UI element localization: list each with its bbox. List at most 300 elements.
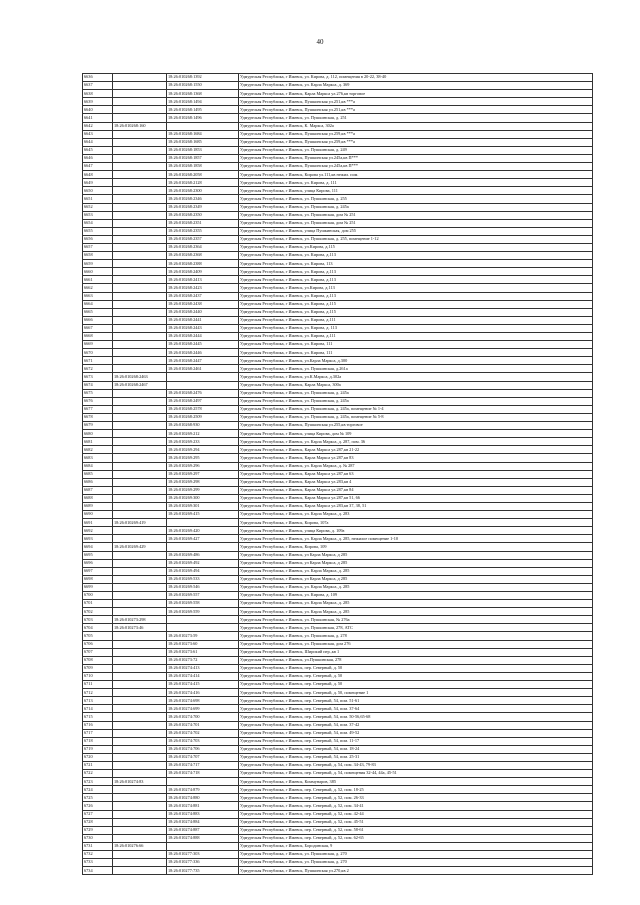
table-row	[83, 438, 593, 446]
table-row	[83, 478, 593, 486]
building-number-cell: 18:26:010274:707	[167, 753, 239, 761]
table-row	[83, 195, 593, 203]
building-number-cell	[167, 842, 239, 850]
building-number-cell: 18:26:010268:2128	[167, 179, 239, 187]
land-plot-number-cell	[113, 664, 167, 672]
address-cell: Удмуртская Республика, г Ижевск, ул. Пушкинская, д. 278	[239, 632, 593, 640]
address-cell: Удмуртская Республика, г Ижевск, Пушкинская ул.259,кв ***а	[239, 138, 593, 146]
building-number-cell: 18:26:010274:701	[167, 721, 239, 729]
table-row	[83, 697, 593, 705]
address-cell: Удмуртская Республика, г Ижевск, пер. Северный, д. 52, пом. 18-25	[239, 786, 593, 794]
table-row	[83, 867, 593, 875]
row-number-cell: 6691	[83, 519, 113, 527]
land-plot-number-cell	[113, 511, 167, 519]
address-cell: Удмуртская Республика, г Ижевск, пер. Северный, д. 50	[239, 664, 593, 672]
address-cell: Удмуртская Республика, г Ижевск, пер. Северный, 54, пом. 18-24	[239, 745, 593, 753]
row-number-cell: 6730	[83, 834, 113, 842]
land-plot-number-cell	[113, 357, 167, 365]
row-number-cell: 6675	[83, 389, 113, 397]
address-cell: Удмуртская Республика, г Ижевск, ул. Кирова, 113	[239, 260, 593, 268]
building-number-cell: 18:26:010269:557	[167, 592, 239, 600]
building-number-cell: 18:26:010274:888	[167, 834, 239, 842]
land-plot-number-cell	[113, 478, 167, 486]
row-number-cell: 6650	[83, 187, 113, 195]
address-cell: Удмуртская Республика, г Ижевск, Коммунаров, 385	[239, 778, 593, 786]
row-number-cell: 6659	[83, 260, 113, 268]
address-cell: Удмуртская Республика, г Ижевск, Карла Маркса ул.283,кв 37, 38, 51	[239, 502, 593, 510]
land-plot-number-cell	[113, 697, 167, 705]
address-cell: Удмуртская Республика, г Ижевск, Кирова, 109	[239, 543, 593, 551]
land-plot-number-cell	[113, 592, 167, 600]
table-row	[83, 373, 593, 381]
address-cell: Удмуртская Республика, г Ижевск, Пушкинская ул.245а,кв П***	[239, 154, 593, 162]
page-number: 40	[316, 38, 324, 46]
row-number-cell: 6682	[83, 446, 113, 454]
row-number-cell: 6702	[83, 608, 113, 616]
address-cell: Удмуртская Республика, г Ижевск, ул.Кирова, д.115	[239, 243, 593, 251]
land-plot-number-cell	[113, 211, 167, 219]
land-plot-number-cell	[113, 397, 167, 405]
table-row	[83, 462, 593, 470]
building-number-cell: 18:26:010268:930	[167, 422, 239, 430]
land-plot-number-cell	[113, 179, 167, 187]
land-plot-number-cell	[113, 187, 167, 195]
address-cell: Удмуртская Республика, г Ижевск, ул. Пушкинская, д. 245а, помещение № 5-8	[239, 413, 593, 421]
land-plot-number-cell	[113, 761, 167, 769]
row-number-cell: 6731	[83, 842, 113, 850]
row-number-cell: 6724	[83, 786, 113, 794]
building-number-cell	[167, 381, 239, 389]
building-number-cell: 18:26:010269:294	[167, 446, 239, 454]
land-plot-number-cell	[113, 292, 167, 300]
address-cell: Удмуртская Республика, г Ижевск, ул.К.Маркса, д.302а	[239, 373, 593, 381]
building-number-cell: 18:26:010273:60	[167, 640, 239, 648]
row-number-cell: 6729	[83, 826, 113, 834]
building-number-cell: 18:26:010268:2351	[167, 219, 239, 227]
building-number-cell: 18:26:010269:296	[167, 462, 239, 470]
address-cell: Удмуртская Республика, г Ижевск, ул. Пушкинская, д. 270	[239, 859, 593, 867]
row-number-cell: 6646	[83, 154, 113, 162]
land-plot-number-cell	[113, 527, 167, 535]
building-number-cell: 18:26:010269:486	[167, 551, 239, 559]
row-number-cell: 6687	[83, 486, 113, 494]
building-number-cell: 18:26:010268:1685	[167, 138, 239, 146]
building-number-cell: 18:26:010268:2413	[167, 276, 239, 284]
address-cell: Удмуртская Республика, г Ижевск, ул. Кирова, д.113	[239, 292, 593, 300]
row-number-cell: 6637	[83, 82, 113, 90]
table-row	[83, 292, 593, 300]
address-cell: Удмуртская Республика, г Ижевск, ул Карла Маркса, д 285	[239, 551, 593, 559]
address-cell: Удмуртская Республика, г Ижевск, ул Карла Маркса, д 285	[239, 559, 593, 567]
table-row	[83, 494, 593, 502]
row-number-cell: 6648	[83, 171, 113, 179]
building-number-cell: 18:26:010269:297	[167, 470, 239, 478]
address-cell: Удмуртская Республика, г Ижевск, ул. Пушкинская, дом 276	[239, 640, 593, 648]
building-number-cell: 18:26:010274:416	[167, 689, 239, 697]
land-plot-number-cell	[113, 672, 167, 680]
table-row	[83, 454, 593, 462]
table-row	[83, 519, 593, 527]
building-number-cell: 18:26:010274:884	[167, 818, 239, 826]
land-plot-number-cell	[113, 235, 167, 243]
land-plot-number-cell: 18:26:010269:419	[113, 519, 167, 527]
row-number-cell: 6639	[83, 98, 113, 106]
row-number-cell: 6653	[83, 211, 113, 219]
table-row	[83, 745, 593, 753]
land-plot-number-cell	[113, 826, 167, 834]
table-row	[83, 349, 593, 357]
building-number-cell: 18:26:010269:298	[167, 478, 239, 486]
building-number-cell: 18:26:010274:717	[167, 761, 239, 769]
address-cell: Удмуртская Республика, г Ижевск, пер. Северный, д. 50	[239, 681, 593, 689]
table-row	[83, 737, 593, 745]
table-row	[83, 551, 593, 559]
address-cell: Удмуртская Республика, г Ижевск, ул.Кирова, д.113	[239, 284, 593, 292]
building-number-cell: 18:26:010268:2461	[167, 365, 239, 373]
table-row	[83, 859, 593, 867]
land-plot-number-cell	[113, 745, 167, 753]
building-number-cell: 18:26:010274:706	[167, 745, 239, 753]
land-plot-number-cell	[113, 243, 167, 251]
address-cell: Удмуртская Республика, г Ижевск, Пушкинская ул.251,кв ***а	[239, 98, 593, 106]
table-row	[83, 502, 593, 510]
row-number-cell: 6695	[83, 551, 113, 559]
address-cell: Удмуртская Республика, г Ижевск, ул. Пушкинская, № 276а	[239, 616, 593, 624]
building-number-cell	[167, 624, 239, 632]
building-number-cell: 18:26:010268:2441	[167, 316, 239, 324]
address-cell: Удмуртская Республика, г Ижевск, ул. Кирова, д.113	[239, 252, 593, 260]
table-row	[83, 672, 593, 680]
land-plot-number-cell	[113, 430, 167, 438]
table-row	[83, 179, 593, 187]
land-plot-number-cell	[113, 365, 167, 373]
land-plot-number-cell	[113, 195, 167, 203]
row-number-cell: 6642	[83, 122, 113, 130]
address-cell: Удмуртская Республика, г Ижевск, ул. Карла Маркса, д. 285	[239, 583, 593, 591]
land-plot-number-cell	[113, 268, 167, 276]
table-row	[83, 171, 593, 179]
row-number-cell: 6656	[83, 235, 113, 243]
address-cell: Удмуртская Республика, г Ижевск, Карла Маркса ул.287,кв 21-22	[239, 446, 593, 454]
table-row	[83, 397, 593, 405]
building-number-cell: 18:26:010268:1496	[167, 114, 239, 122]
table-row	[83, 608, 593, 616]
land-plot-number-cell	[113, 405, 167, 413]
building-number-cell: 18:26:010274:887	[167, 826, 239, 834]
row-number-cell: 6721	[83, 761, 113, 769]
land-plot-number-cell	[113, 316, 167, 324]
row-number-cell: 6636	[83, 74, 113, 82]
row-number-cell: 6674	[83, 381, 113, 389]
row-number-cell: 6704	[83, 624, 113, 632]
address-cell: Удмуртская Республика, г Ижевск, Карла Маркса ул.283,кв 4	[239, 478, 593, 486]
table-row	[83, 802, 593, 810]
building-number-cell: 18:26:010277:735	[167, 867, 239, 875]
address-cell: Удмуртская Республика, г Ижевск, ул. Пушкинская, 278, АТС	[239, 624, 593, 632]
building-number-cell: 18:26:010269:295	[167, 454, 239, 462]
address-cell: Удмуртская Республика, г Ижевск, ул. Пушкинская, д. 270	[239, 851, 593, 859]
address-cell: Удмуртская Республика, г Ижевск, Пушкинская ул.270,кв 2	[239, 867, 593, 875]
table-row	[83, 211, 593, 219]
address-cell: Удмуртская Республика, г Ижевск, Пушкинская ул.245а,кв П***	[239, 163, 593, 171]
building-number-cell: 18:26:010274:718	[167, 770, 239, 778]
land-plot-number-cell: 18:26:010268:160	[113, 122, 167, 130]
table-row	[83, 260, 593, 268]
row-number-cell: 6720	[83, 753, 113, 761]
building-number-cell: 18:26:010269:233	[167, 438, 239, 446]
address-cell: Удмуртская Республика, г Ижевск, Карла Маркса ул.287,кв 63	[239, 470, 593, 478]
address-cell: Удмуртская Республика, г Ижевск, Карла Маркса ул.287,кв 83	[239, 454, 593, 462]
land-plot-number-cell: 18:26:010273:46	[113, 624, 167, 632]
address-cell: Удмуртская Республика, г Ижевск, пер. Северный, 54, пом. 25-31	[239, 753, 593, 761]
building-number-cell: 18:26:010274:698	[167, 697, 239, 705]
row-number-cell: 6686	[83, 478, 113, 486]
building-number-cell: 18:26:010268:2357	[167, 235, 239, 243]
table-row	[83, 98, 593, 106]
building-number-cell	[167, 373, 239, 381]
row-number-cell: 6692	[83, 527, 113, 535]
table-row	[83, 761, 593, 769]
table-row	[83, 583, 593, 591]
row-number-cell: 6713	[83, 697, 113, 705]
row-number-cell: 6715	[83, 713, 113, 721]
land-plot-number-cell	[113, 681, 167, 689]
land-plot-number-cell	[113, 438, 167, 446]
table-row	[83, 527, 593, 535]
building-number-cell: 18:26:010268:1550	[167, 82, 239, 90]
table-row	[83, 114, 593, 122]
address-cell: Удмуртская Республика, г Ижевск, улица Пушкинская, дом 255	[239, 227, 593, 235]
building-number-cell: 18:26:010268:1857	[167, 154, 239, 162]
land-plot-number-cell	[113, 74, 167, 82]
address-cell: Удмуртская Республика, г Ижевск, пер. Северный, д. 52, пом. 42-44	[239, 810, 593, 818]
table-row	[83, 122, 593, 130]
land-plot-number-cell: 18:26:010269:429	[113, 543, 167, 551]
row-number-cell: 6733	[83, 859, 113, 867]
address-cell: Удмуртская Республика, г Ижевск, улица Кирова, 111	[239, 187, 593, 195]
table-row	[83, 648, 593, 656]
land-plot-number-cell	[113, 689, 167, 697]
address-cell: Удмуртская Республика, г Ижевск, ул. Пушкинская, д.261а	[239, 365, 593, 373]
row-number-cell: 6640	[83, 106, 113, 114]
row-number-cell: 6665	[83, 308, 113, 316]
building-number-cell: 18:26:010269:494	[167, 567, 239, 575]
land-plot-number-cell	[113, 794, 167, 802]
land-plot-number-cell: 18:26:010268:2467	[113, 381, 167, 389]
building-number-cell	[167, 543, 239, 551]
address-cell: Удмуртская Республика, г Ижевск, ул. Кирова, 111	[239, 341, 593, 349]
building-number-cell: 18:26:010269:558	[167, 600, 239, 608]
land-plot-number-cell: 18:26:010274:83	[113, 778, 167, 786]
table-row	[83, 624, 593, 632]
building-number-cell: 18:26:010268:1684	[167, 130, 239, 138]
row-number-cell: 6709	[83, 664, 113, 672]
row-number-cell: 6676	[83, 397, 113, 405]
building-number-cell: 18:26:010274:703	[167, 737, 239, 745]
row-number-cell: 6664	[83, 300, 113, 308]
land-plot-number-cell	[113, 163, 167, 171]
land-plot-number-cell	[113, 349, 167, 357]
address-cell: Удмуртская Республика, г Ижевск, Широкий пер.,кв 1	[239, 648, 593, 656]
address-cell: Удмуртская Республика, г Ижевск, ул. Кирова, д. 109	[239, 592, 593, 600]
table-row	[83, 138, 593, 146]
row-number-cell: 6689	[83, 502, 113, 510]
land-plot-number-cell	[113, 713, 167, 721]
table-row	[83, 470, 593, 478]
land-plot-number-cell: 18:26:010276:66	[113, 842, 167, 850]
row-number-cell: 6732	[83, 851, 113, 859]
row-number-cell: 6668	[83, 333, 113, 341]
table-row	[83, 357, 593, 365]
table-row	[83, 316, 593, 324]
table-row	[83, 681, 593, 689]
row-number-cell: 6649	[83, 179, 113, 187]
address-cell: Удмуртская Республика, г Ижевск, К. Маркса, 302а	[239, 122, 593, 130]
building-number-cell: 18:26:010269:420	[167, 527, 239, 535]
row-number-cell: 6651	[83, 195, 113, 203]
building-number-cell: 18:26:010268:2476	[167, 389, 239, 397]
land-plot-number-cell	[113, 333, 167, 341]
address-cell: Удмуртская Республика, г Ижевск, пер. Северный, д. 50, помещение 1	[239, 689, 593, 697]
land-plot-number-cell	[113, 486, 167, 494]
row-number-cell: 6706	[83, 640, 113, 648]
land-plot-number-cell	[113, 276, 167, 284]
table-row	[83, 842, 593, 850]
row-number-cell: 6685	[83, 470, 113, 478]
table-row	[83, 770, 593, 778]
address-cell: Удмуртская Республика, г Ижевск, пер. Северный, д. 54, помещения 32-44, 44а, 45-51	[239, 770, 593, 778]
building-number-cell: 18:26:010268:2509	[167, 413, 239, 421]
land-plot-number-cell	[113, 203, 167, 211]
land-plot-number-cell	[113, 721, 167, 729]
land-plot-number-cell	[113, 600, 167, 608]
address-cell: Удмуртская Республика, г Ижевск, Карла Маркса ул.287,кв 51, 66	[239, 494, 593, 502]
building-number-cell: 18:26:010268:1858	[167, 163, 239, 171]
table-row	[83, 559, 593, 567]
row-number-cell: 6670	[83, 349, 113, 357]
row-number-cell: 6711	[83, 681, 113, 689]
table-row	[83, 729, 593, 737]
table-row	[83, 705, 593, 713]
row-number-cell: 6693	[83, 535, 113, 543]
address-cell: Удмуртская Республика, г Ижевск, ул Карла Маркса, д 285	[239, 575, 593, 583]
address-cell: Удмуртская Республика, г Ижевск, улица Кирова, дом № 109	[239, 430, 593, 438]
table-row	[83, 187, 593, 195]
table-row	[83, 243, 593, 251]
land-plot-number-cell	[113, 859, 167, 867]
table-row	[83, 535, 593, 543]
table-row	[83, 834, 593, 842]
land-plot-number-cell	[113, 608, 167, 616]
table-row	[83, 74, 593, 82]
row-number-cell: 6660	[83, 268, 113, 276]
building-number-cell: 18:26:010268:2349	[167, 203, 239, 211]
address-cell: Удмуртская Республика, г Ижевск, пер. Северный, д. 54, пом. 34-43, 79-83	[239, 761, 593, 769]
land-plot-number-cell	[113, 494, 167, 502]
row-number-cell: 6707	[83, 648, 113, 656]
table-row	[83, 422, 593, 430]
land-plot-number-cell	[113, 252, 167, 260]
address-cell: Удмуртская Республика, г Ижевск, пер. Северный, 54, пом. 49-52	[239, 729, 593, 737]
building-number-cell: 18:26:010269:300	[167, 494, 239, 502]
land-plot-number-cell	[113, 446, 167, 454]
table-row	[83, 389, 593, 397]
building-number-cell: 18:26:010269:415	[167, 511, 239, 519]
row-number-cell: 6655	[83, 227, 113, 235]
building-number-cell: 18:26:010268:2446	[167, 349, 239, 357]
building-number-cell: 18:26:010268:2447	[167, 357, 239, 365]
table-row	[83, 130, 593, 138]
row-number-cell: 6663	[83, 292, 113, 300]
address-cell: Удмуртская Республика, г Ижевск, ул. Пушкинская, д. 245а	[239, 397, 593, 405]
building-number-cell: 18:26:010274:702	[167, 729, 239, 737]
row-number-cell: 6699	[83, 583, 113, 591]
land-plot-number-cell	[113, 454, 167, 462]
table-row	[83, 486, 593, 494]
table-row	[83, 381, 593, 389]
land-plot-number-cell	[113, 802, 167, 810]
building-number-cell: 18:26:010268:2346	[167, 195, 239, 203]
table-row	[83, 405, 593, 413]
building-number-cell: 18:26:010274:413	[167, 664, 239, 672]
address-cell: Удмуртская Республика, г Ижевск, ул. Карла Маркса, д. 285, нежилое помещение 1-10	[239, 535, 593, 543]
building-number-cell	[167, 778, 239, 786]
table-row	[83, 656, 593, 664]
address-cell: Удмуртская Республика, г Ижевск, ул.Карла Маркса, д.300	[239, 357, 593, 365]
row-number-cell: 6696	[83, 559, 113, 567]
row-number-cell: 6700	[83, 592, 113, 600]
land-plot-number-cell	[113, 82, 167, 90]
land-plot-number-cell	[113, 729, 167, 737]
land-plot-number-cell	[113, 341, 167, 349]
table-row	[83, 575, 593, 583]
row-number-cell: 6703	[83, 616, 113, 624]
land-plot-number-cell	[113, 413, 167, 421]
land-plot-number-cell	[113, 705, 167, 713]
table-row	[83, 82, 593, 90]
address-cell: Удмуртская Республика, г Ижевск, ул. Пушкинская, д. 245а, помещение № 1-4	[239, 405, 593, 413]
land-plot-number-cell	[113, 810, 167, 818]
table-row	[83, 252, 593, 260]
table-row	[83, 154, 593, 162]
table-row	[83, 227, 593, 235]
table-row	[83, 543, 593, 551]
land-plot-number-cell	[113, 284, 167, 292]
address-cell: Удмуртская Республика, г Ижевск, пер. Северный, 54, пом. 50-56,65-68	[239, 713, 593, 721]
row-number-cell: 6698	[83, 575, 113, 583]
address-cell: Удмуртская Республика, г Ижевск, Пушкинская ул.251,кв ***а	[239, 106, 593, 114]
building-number-cell: 18:26:010268:2440	[167, 308, 239, 316]
building-number-cell: 18:26:010274:699	[167, 705, 239, 713]
address-cell: Удмуртская Республика, г Ижевск, ул. Пушкинская, д. 255	[239, 195, 593, 203]
row-number-cell: 6697	[83, 567, 113, 575]
address-cell: Удмуртская Республика, г Ижевск, пер. Северный, д. 52, пом. 62-65	[239, 834, 593, 842]
building-number-cell: 18:26:010274:883	[167, 810, 239, 818]
row-number-cell: 6708	[83, 656, 113, 664]
building-number-cell: 18:26:010274:879	[167, 786, 239, 794]
land-plot-number-cell	[113, 640, 167, 648]
address-cell: Удмуртская Республика, г Ижевск, ул. Пушкинская, д. 255, помещение 1-12	[239, 235, 593, 243]
table-row	[83, 324, 593, 332]
row-number-cell: 6666	[83, 316, 113, 324]
address-cell: Удмуртская Республика, г Ижевск, ул. Кирова, д.111	[239, 316, 593, 324]
cadastral-table-body	[83, 74, 593, 875]
address-cell: Удмуртская Республика, г Ижевск, ул. Кирова, д. 112, помещения в 20-22, 38-40	[239, 74, 593, 82]
row-number-cell: 6645	[83, 146, 113, 154]
address-cell: Удмуртская Республика, г Ижевск, пер. Северный, д. 50	[239, 672, 593, 680]
address-cell: Удмуртская Республика, г Ижевск, ул. Кирова, д.113	[239, 268, 593, 276]
building-number-cell: 18:26:010268:2350	[167, 211, 239, 219]
